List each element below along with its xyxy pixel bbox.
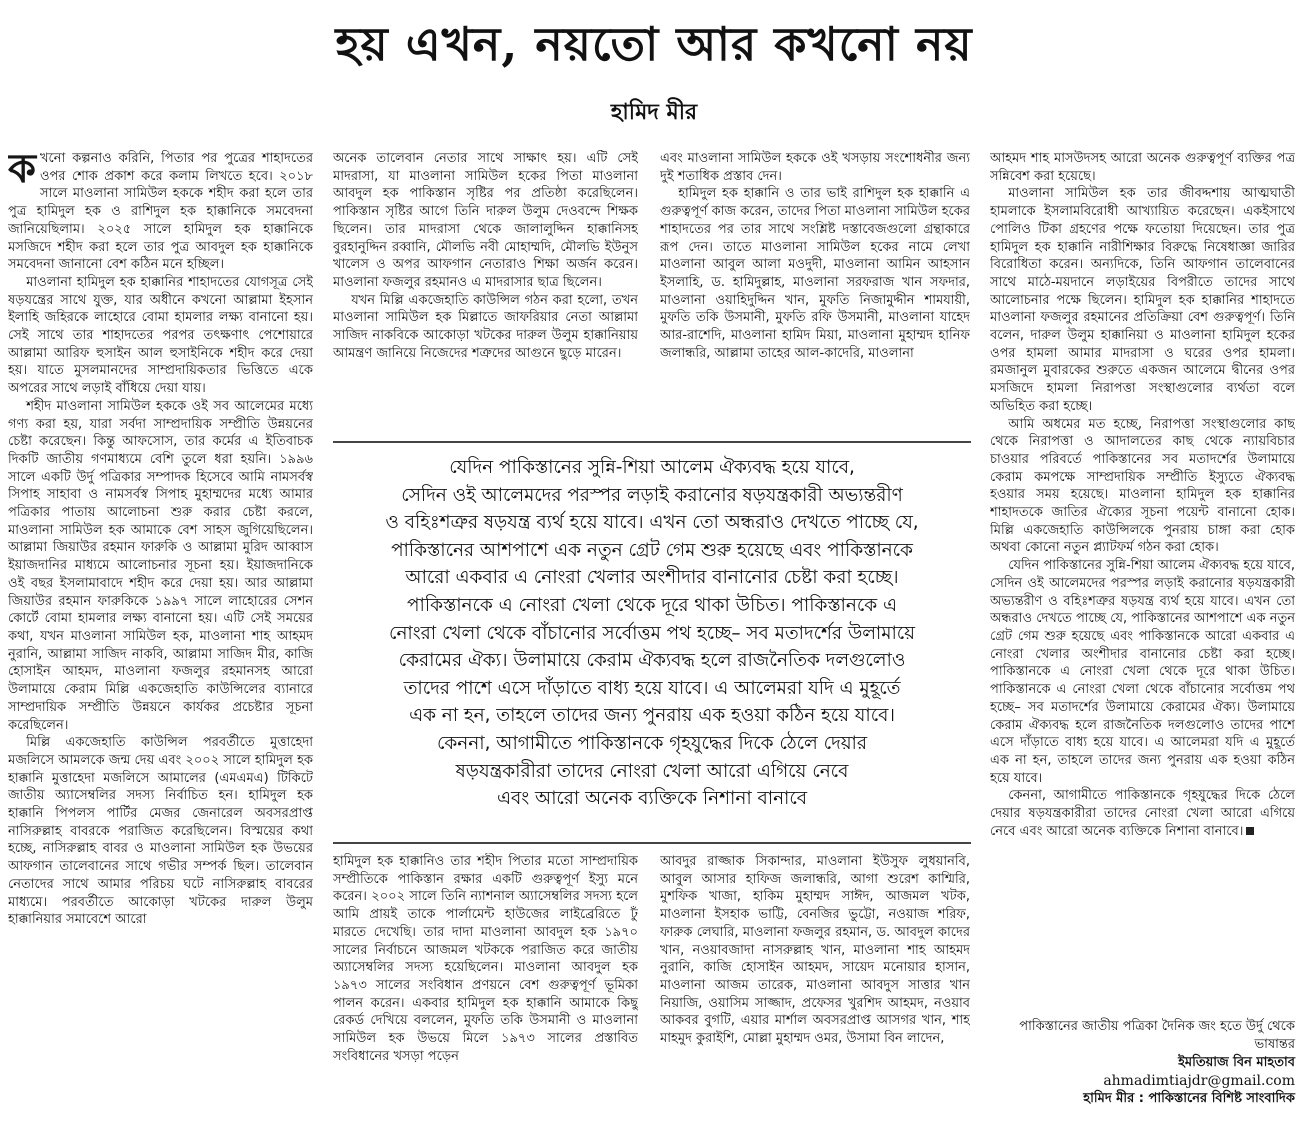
col4-p5-text: কেননা, আগামীতে পাকিস্তানকে গৃহযুদ্ধের দিকে ঠেলে দেয়ার ষড়যন্ত্রকারীরা তাদের নোংরা খেলা আরো এগিয়ে নেবে এবং আরো অনেক ব্যক্তিকে নিশানা বানাবে।: [990, 788, 1295, 839]
col2-paragraph-2: যখন মিল্লি একজেহাতি কাউন্সিল গঠন করা হলো, তখন মাওলানা সামিউল হক মিল্লাতে জাফরিয়ার নেতা আল্লামা সাজিদ নাকবিকে আকোড়া খটকের দারুল উলুম হাক্কানিয়ায় আমন্ত্রণ জানিয়ে নিজেদের শত্রুদের আগুনে ছুড়ে মারেন।: [333, 292, 638, 361]
col4-paragraph-1: আহমদ শাহ মাসউদসহ আরো অনেক গুরুত্বপূর্ণ ব্যক্তির পত্র সন্নিবেশ করা হয়েছে।: [990, 151, 1295, 184]
byline: হামিদ মীর: [610, 99, 698, 125]
col4-paragraph-5: [990, 787, 1295, 840]
pullquote-top-rule: [333, 441, 971, 443]
col1-paragraph-2: মাওলানা হামিদুল হক হাক্কানির শাহাদতের যোগসূত্র সেই ষড়যন্ত্রের সাথে যুক্ত, যার অধীনে কখনো আল্লামা ইহসান ইলাহি জহিরকে লাহোরে বোমা হামলার লক্ষ্য বানানো হয়। সেই সাথে তার শাহাদতের পরপর তৎক্ষণাৎ পেশোয়ারে আল্লামা আরিফ হুসাইন আল হুসাইনিকে শহীদ করে দেয়া হয়। যাতে মুসলমানদের সাম্প্রদায়িকতার ভিত্তিতে একে অপরের সাথে লড়াই বাঁধিয়ে দেয়া যায়।: [8, 274, 313, 397]
column-2-bottom: [333, 853, 638, 1118]
column-3-bottom: [660, 853, 970, 1118]
source-note: পাকিস্তানের জাতীয় পত্রিকা দৈনিক জং হতে উর্দু থেকে ভাষান্তর: [1019, 1019, 1295, 1052]
pullquote-line: তাদের পাশে এসে দাঁড়াতে বাধ্য হয়ে যাবে। এ আলেমরা যদি এ মুহূর্তে: [403, 677, 901, 699]
col3-paragraph-1: এবং মাওলানা সামিউল হককে ওই খসড়ায় সংশোধনীর জন্য দুই শতাধিক প্রস্তাব দেন।: [660, 151, 970, 184]
column-4: [990, 150, 1295, 1070]
col2b-paragraph-1: হামিদুল হক হাক্কানিও তার শহীদ পিতার মতো সাম্প্রদায়িক সম্প্রীতিকে পাকিস্তান রক্ষার একটি গুরুত্বপূর্ণ ইস্যু মনে করেন। ২০০২ সালে তিনি ন্যাশনাল অ্যাসেম্বলির সদস্য হলে আমি প্রায়ই তাকে পার্লামেন্ট হাউজের লাইব্রেরিতে ঢুঁ মারতে দেখেছি। তার দাদা মাওলানা আবদুল হক ১৯৭০ সালের নির্বাচনে আজমল খটককে পরাজিত করে জাতীয় অ্যাসেম্বলির সদস্য হয়েছিলেন। মাওলানা আবদুল হক ১৯৭৩ সালের সংবিধান প্রণয়নে বেশ গুরুত্বপূর্ণ ভূমিকা পালন করেন। একবার হামিদুল হক হাক্কানি আমাকে কিছু রেকর্ড দেখিয়ে বললেন, মুফতি তকি উসমানী ও মাওলানা সামিউল হক উভয়ে মিলে ১৯৭৩ সালের প্রস্তাবিত সংবিধানের খসড়া পড়েন: [333, 854, 638, 1064]
author-description: হামিদ মীর : পাকিস্তানের বিশিষ্ট সাংবাদিক: [1083, 1091, 1295, 1106]
source-credit: [990, 1018, 1295, 1108]
pullquote-line: পাকিস্তানকে এ নোংরা খেলা থেকে দূরে থাকা উচিত। পাকিস্তানকে এ: [407, 594, 897, 616]
column-2-top: [333, 150, 638, 435]
pullquote-line: আরো একবার এ নোংরা খেলার অংশীদার বানানোর চেষ্টা করা হচ্ছে।: [405, 567, 899, 589]
headline: হয় এখন, নয়তো আর কখনো নয়: [335, 17, 973, 71]
pullquote-line: এক না হন, তাহলে তাদের জন্য পুনরায় এক হওয়া কঠিন হয়ে যাবে।: [409, 705, 895, 727]
column-3-top: [660, 150, 970, 435]
pullquote-line: কেননা, আগামীতে পাকিস্তানকে গৃহযুদ্ধের দিকে ঠেলে দেয়ার: [436, 732, 868, 754]
pullquote-line: নোংরা খেলা থেকে বাঁচানোর সর্বোত্তম পথ হচ্ছে– সব মতাদর্শের উলামায়ে: [388, 622, 916, 644]
dropcap: ক: [8, 150, 36, 192]
col1-paragraph-1: [8, 150, 313, 274]
pullquote-line: ষড়যন্ত্রকারীরা তাদের নোংরা খেলা আরো এগিয়ে নেবে: [455, 760, 849, 782]
pullquote-line: পাকিস্তানের আশপাশে এক নতুন গ্রেট গেম শুরু হয়েছে এবং পাকিস্তানকে: [391, 539, 913, 561]
pullquote-line: এবং আরো অনেক ব্যক্তিকে নিশানা বানাবে: [496, 788, 808, 810]
pullquote-line: যেদিন পাকিস্তানের সুন্নি-শিয়া আলেম ঐক্যবদ্ধ হয়ে যাবে,: [449, 457, 855, 478]
translator-email: ahmadimtiajdr@gmail.com: [1103, 1073, 1295, 1089]
col1-p1-text: খনো কল্পনাও করিনি, পিতার পর পুত্রের শাহাদতের ওপর শোক প্রকাশ করে কলাম লিখতে হবে। ২০১৮ সালে মাওলানা সামিউল হককে শহীদ করা হলে তার পুত্র হামিদুল হক ও রাশিদুল হক হাক্কানিকে সমবেদনা জানিয়েছিলাম। ২০২৫ সালে হামিদুল হক হাক্কানিকে মসজিদে শহীদ করা হলে তার পুত্র আবদুল হক হাক্কানিকে সমবেদনা জানানো বেশ কঠিন মনে হচ্ছিল।: [8, 151, 313, 273]
pullquote-line: সেদিন ওই আলেমদের পরস্পর লড়াই করানোর ষড়যন্ত্রকারী অভ্যন্তরীণ: [401, 484, 903, 506]
pullquote-bottom-rule: [333, 842, 971, 844]
column-1: [8, 150, 313, 1118]
col4-paragraph-4: যেদিন পাকিস্তানের সুন্নি-শিয়া আলেম ঐক্যবদ্ধ হয়ে যাবে, সেদিন ওই আলেমদের পরস্পর লড়াই করানোর ষড়যন্ত্রকারী অভ্যন্তরীণ ও বহিঃশত্রুর ষড়যন্ত্র ব্যর্থ হয়ে যাবে। এখন তো অন্ধরাও দেখতে পাচ্ছে যে, পাকিস্তানের আশপাশে এক নতুন গ্রেট গেম শুরু হয়েছে এবং পাকিস্তানকে আরো একবার এ নোংরা খেলার অংশীদার বানানোর চেষ্টা করা হচ্ছে। পাকিস্তানকে এ নোংরা খেলা থেকে দূরে থাকা উচিত। পাকিস্তানকে এ নোংরা খেলা থেকে বাঁচানোর সর্বোত্তম পথ হচ্ছে– সব মতাদর্শের উলামায়ে কেরামের ঐক্য। উলামায়ে কেরাম ঐক্যবদ্ধ হলে রাজনৈতিক দলগুলোও তাদের পাশে এসে দাঁড়াতে বাধ্য হয়ে যাবে। এ আলেমরা যদি এ মুহূর্তে এক না হন, তাহলে তাদের জন্য পুনরায় এক হওয়া কঠিন হয়ে যাবে।: [990, 558, 1295, 786]
end-mark-icon: [1246, 827, 1254, 835]
translator-name: ইমতিয়াজ বিন মাহতাব: [1178, 1055, 1295, 1070]
col1-paragraph-3: শহীদ মাওলানা সামিউল হককে ওই সব আলেমের মধ্যে গণ্য করা হয়, যারা সর্বদা সাম্প্রদায়িক সম্প্রীতি উন্নয়নের চেষ্টা করেছেন। কিন্তু আফসোস, তার কর্মের এ ইতিবাচক দিকটি জাতীয় গণমাধ্যমে বেশি তুলে ধরা হয়নি। ১৯৯৬ সালে একটি উর্দু পত্রিকার সম্পাদক হিসেবে আমি নামসর্বস্ব সিপাহ সাহাবা ও নামসর্বস্ব সিপাহ মুহাম্মদের মধ্যে আমার পত্রিকার পাতায় আলোচনা শুরু করার চেষ্টা করলে, মাওলানা সামিউল হক আমাকে বেশ সাহস জুগিয়েছিলেন। আল্লামা জিয়াউর রহমান ফারুকি ও আল্লামা মুরিদ আব্বাস ইয়াজদানির মাধ্যমে আলোচনার সূচনা হয়। ইয়াজদানিকে ওই বছর ইসলামাবাদে শহীদ করে দেয়া হয়। আর আল্লামা জিয়াউর রহমান ফারুকিকে ১৯৯৭ সালে লাহোরের সেশন কোর্টে বোমা হামলার লক্ষ্য বানানো হয়। এটি সেই সময়ের কথা, যখন মাওলানা সামিউল হক, মাওলানা শাহ আহমদ নুরানি, আল্লামা সাজিদ নাকবি, আল্লামা সাজিদ মীর, কাজি হোসাইন আহমদ, মাওলানা ফজলুর রহমানসহ আরো উলামায়ে কেরাম মিল্লি একজেহাতি কাউন্সিলের ব্যানারে সাম্প্রদায়িক সম্প্রীতি উন্নয়নে কার্যকর প্রচেষ্টার সূচনা করেছিলেন।: [8, 398, 313, 733]
pull-quote: [333, 454, 971, 834]
pullquote-line: কেরামের ঐক্য। উলামায়ে কেরাম ঐক্যবদ্ধ হলে রাজনৈতিক দলগুলোও: [398, 650, 906, 672]
col3-paragraph-2: হামিদুল হক হাক্কানি ও তার ভাই রাশিদুল হক হাক্কানি এ গুরুত্বপূর্ণ কাজ করেন, তাদের পিতা মাওলানা সামিউল হকের শাহাদতের পর তার সাথে সংশ্লিষ্ট দস্তাবেজগুলো গ্রন্থাকারে রূপ দেন। তাতে মাওলানা সামিউল হকের নামে লেখা মাওলানা আবুল আলা মওদুদী, মাওলানা আমিন আহসান ইসলাহি, ড. হামিদুল্লাহ, মাওলানা সরফরাজ খান সফদার, মাওলানা ওয়াহিদুদ্দিন খান, মুফতি নিজামুদ্দীন শামযায়ী, মুফতি তকি উসমানী, মুফতি রফি উসমানী, মাওলানা যাহেদ আর-রাশেদি, মাওলানা হামিদ মিয়া, মাওলানা মুহাম্মদ হানিফ জলান্ধরি, আল্লামা তাহের আল-কাদেরি, মাওলানা: [660, 186, 970, 361]
col2-paragraph-1: অনেক তালেবান নেতার সাথে সাক্ষাৎ হয়। এটি সেই মাদরাসা, যা মাওলানা সামিউল হকের পিতা মাওলানা আবদুল হক পাকিস্তান সৃষ্টির পর প্রতিষ্ঠা করেছিলেন। পাকিস্তান সৃষ্টির আগে তিনি দারুল উলুম দেওবন্দে শিক্ষক ছিলেন। তার মাদরাসা থেকে জালালুদ্দিন হাক্কানিসহ বুরহানুদ্দিন রব্বানি, মৌলভি নবী মোহাম্মদি, মৌলভি ইউনুস খালেস ও অপর আফগান নেতারাও শিক্ষা অর্জন করেন। মাওলানা ফজলুর রহমানও এ মাদরাসার ছাত্র ছিলেন।: [333, 151, 638, 290]
col3b-paragraph-1: আবদুর রাজ্জাক সিকান্দার, মাওলানা ইউসুফ লুধয়ানবি, আবুল আসার হাফিজ জলান্ধরি, আগা শুরেশ কাশ্মিরি, মুশফিক খাজা, হাকিম মুহাম্মদ সাঈদ, আজমল খটক, মাওলানা ইসহাক ভাট্টি, বেনজির ভুট্টো, নওয়াজ শরিফ, ফারুক লেঘারি, মাওলানা ফজলুর রহমান, ড. আবদুল কাদের খান, নওয়াবজাদা নাসরুল্লাহ খান, মাওলানা শাহ আহমদ নুরানি, কাজি হোসাইন আহমদ, সায়েদ মনোয়ার হাসান, মাওলানা আজম তারেক, মাওলানা আবদুস সাত্তার খান নিয়াজি, ওয়াসিম সাজ্জাদ, প্রফেসর খুরশিদ আহমদ, নওয়াব আকবর বুগটি, এয়ার মার্শাল অবসরপ্রাপ্ত আসগর খান, শাহ মাহমুদ কুরাইশি, মোল্লা মুহাম্মদ ওমর, উসামা বিন লাদেন,: [660, 854, 970, 1047]
col4-paragraph-2: মাওলানা সামিউল হক তার জীবদ্দশায় আত্মঘাতী হামলাকে ইসলামবিরোধী আখ্যায়িত করেছেন। একইসাথে পোলিও টিকা গ্রহণের পক্ষে ফতোয়া দিয়েছেন। তার পুত্র হামিদুল হক হাক্কানি নারীশিক্ষার বিরুদ্ধে নিষেধাজ্ঞা জারির বিরোধিতা করেন। অন্যদিকে, তিনি আফগান তালেবানের সাথে মাঠে-ময়দানে লড়াইয়ের বিপরীতে তাদের সাথে আলোচনার পক্ষে ছিলেন। হামিদুল হক হাক্কানির শাহাদতে মাওলানা ফজলুর রহমানের প্রতিক্রিয়া বেশ গুরুত্বপূর্ণ। তিনি বলেন, দারুল উলুম হাক্কানিয়া ও মাওলানা হামিদুল হকের ওপর হামলা আমার মাদরাসা ও ঘরের ওপর হামলা। রমজানুল মুবারকের শুরুতে একজন আলেমে দ্বীনের ওপর মসজিদে হামলা নিরাপত্তা সংস্থাগুলোর ব্যর্থতা বলে অভিহিত করা হচ্ছে।: [990, 186, 1295, 414]
col4-paragraph-3: আমি অধমের মত হচ্ছে, নিরাপত্তা সংস্থাগুলোর কাছ থেকে নিরাপত্তা ও আদালতের কাছ থেকে ন্যায়বিচার চাওয়ার পরিবর্তে পাকিস্তানের সব মতাদর্শের উলামায়ে কেরাম কমপক্ষে সাম্প্রদায়িক সম্প্রীতি ইস্যুতে ঐক্যবদ্ধ হওয়ার সময় হয়েছে। মাওলানা হামিদুল হক হাক্কানির শাহাদতকে জাতির ঐক্যের সূচনা পয়েন্ট বানানো হোক। মিল্লি একজেহাতি কাউন্সিলকে পুনরায় চাঙ্গা করা হোক অথবা কোনো নতুন প্ল্যাটফর্ম গঠন করা হোক।: [990, 416, 1295, 556]
pullquote-line: ও বহিঃশত্রুর ষড়যন্ত্র ব্যর্থ হয়ে যাবে। এখন তো অন্ধরাও দেখতে পাচ্ছে যে,: [385, 512, 919, 534]
col1-paragraph-4: মিল্লি একজেহাতি কাউন্সিল পরবর্তীতে মুত্তাহেদা মজলিসে আমলকে জন্ম দেয় এবং ২০০২ সালে হামিদুল হক হাক্কানি মুত্তাহেদা মজলিসে আমালের (এমএমএ) টিকিটে জাতীয় অ্যাসেম্বলির সদস্য নির্বাচিত হন। হামিদুল হক হাক্কানি পিপলস পার্টির মেজর জেনারেল অবসরপ্রাপ্ত নাসিরুল্লাহ বাবরকে পরাজিত করেছিলেন। বিস্ময়ের কথা হচ্ছে, নাসিরুল্লাহ বাবর ও মাওলানা সামিউল হক উভয়ের আফগান তালেবানের সাথে গভীর সম্পর্ক ছিল। তালেবান নেতাদের সাথে আমার পরিচয় ঘটে নাসিরুল্লাহ বাবরের মাধ্যমে। পরবর্তীতে আকোড়া খটকের দারুল উলুম হাক্কানিয়ার সমাবেশে আরো: [8, 735, 313, 928]
